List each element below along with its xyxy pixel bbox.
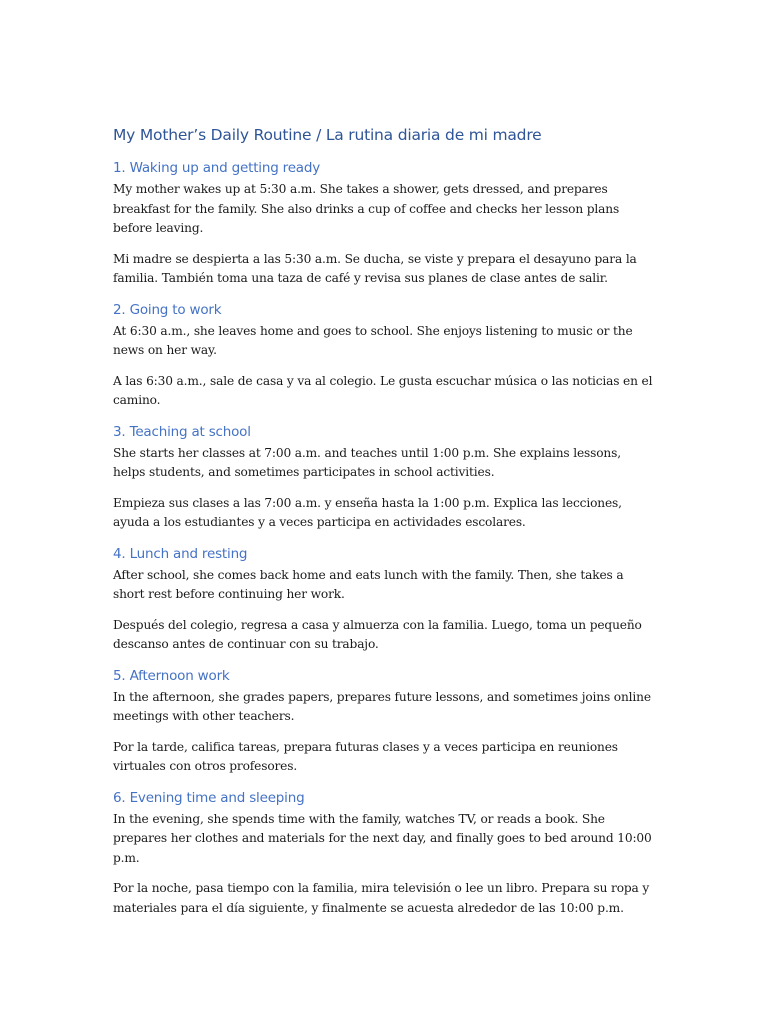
english-paragraph: After school, she comes back home and eats lunch with the family. Then, she takes a short rest before continuing her work. [113,567,624,601]
section-lunch [113,544,653,655]
section-waking-up [113,158,653,289]
english-paragraph: In the afternoon, she grades papers, prepares future lessons, and sometimes joins online meetings with other teachers. [113,689,651,723]
section-evening [113,788,653,919]
spanish-paragraph: Por la tarde, califica tareas, prepara futuras clases y a veces participa en reuniones virtuales con otros profesores. [113,739,618,773]
spanish-paragraph: Empieza sus clases a las 7:00 a.m. y enseña hasta la 1:00 p.m. Explica las lecciones, ayuda a los estudiantes y a veces participa en actividades escolares. [113,495,622,529]
section-heading: 3. Teaching at school [113,423,251,440]
spanish-paragraph: Después del colegio, regresa a casa y almuerza con la familia. Luego, toma un pequeño descanso antes de continuar con su trabajo. [113,617,642,651]
spanish-paragraph: Mi madre se despierta a las 5:30 a.m. Se ducha, se viste y prepara el desayuno para la familia. También toma una taza de café y revisa sus planes de clase antes de salir. [113,251,637,285]
english-paragraph: She starts her classes at 7:00 a.m. and teaches until 1:00 p.m. She explains lessons, helps students, and sometimes participates in school activities. [113,445,621,479]
section-heading: 1. Waking up and getting ready [113,160,321,176]
english-paragraph: At 6:30 a.m., she leaves home and goes to school. She enjoys listening to music or the news on her way. [113,323,633,357]
section-afternoon-work [113,666,653,777]
section-heading: 5. Afternoon work [113,667,230,684]
section-teaching [113,422,653,533]
section-heading: 4. Lunch and resting [113,545,248,562]
section-going-to-work [113,300,653,411]
english-paragraph: My mother wakes up at 5:30 a.m. She takes a shower, gets dressed, and prepares breakfast for the family. She also drinks a cup of coffee and checks her lesson plans before leaving. [113,182,620,235]
spanish-paragraph: Por la noche, pasa tiempo con la familia, mira televisión o lee un libro. Prepara su ropa y materiales para el día siguiente, y finalmente se acuesta alrededor de las 10:00 p.m. [113,881,650,915]
document-page [113,124,653,929]
section-heading: 6. Evening time and sleeping [113,789,305,806]
section-heading: 2. Going to work [113,301,222,318]
document-title: My Mother’s Daily Routine / La rutina diaria de mi madre [113,126,542,144]
spanish-paragraph: A las 6:30 a.m., sale de casa y va al colegio. Le gusta escuchar música o las noticias en el camino. [113,373,653,407]
english-paragraph: In the evening, she spends time with the family, watches TV, or reads a book. She prepares her clothes and materials for the next day, and finally goes to bed around 10:00 p.m. [113,811,652,865]
